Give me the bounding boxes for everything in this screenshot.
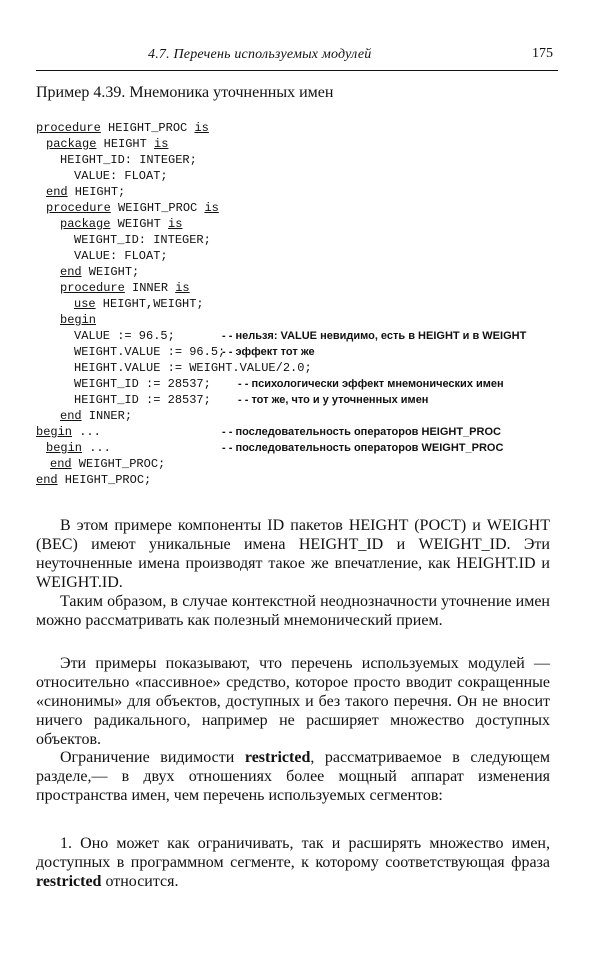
code-text: ... — [72, 425, 101, 439]
code-text: HEIGHT_ID := 28537; — [74, 393, 211, 407]
code-comment: - - психологически эффект мнемонических имен — [238, 378, 504, 390]
code-line — [60, 264, 139, 280]
code-text: HEIGHT_PROC; — [57, 473, 152, 487]
code-keyword: procedure — [60, 281, 125, 295]
code-keyword: end — [60, 265, 82, 279]
code-text: WEIGHT_ID: INTEGER; — [74, 233, 211, 247]
code-keyword: is — [175, 281, 190, 295]
code-text: WEIGHT_PROC — [110, 201, 205, 215]
code-line — [36, 120, 209, 136]
code-line — [36, 472, 151, 488]
code-text: HEIGHT; — [67, 185, 126, 199]
code-keyword: is — [204, 201, 219, 215]
code-keyword: begin — [60, 313, 97, 327]
code-keyword: begin — [46, 441, 83, 455]
code-text: INNER; — [81, 409, 133, 423]
code-line — [46, 440, 111, 456]
example-title: Пример 4.39. Мнемоника уточненных имен — [36, 84, 334, 101]
code-keyword: begin — [36, 425, 73, 439]
code-line — [36, 424, 101, 440]
code-line — [46, 184, 125, 200]
code-line — [74, 344, 225, 360]
code-line — [74, 232, 211, 248]
code-line — [60, 408, 132, 424]
paragraph-5-text-a: 1. Оно может как ограничивать, так и расширять множество имен, доступных в программном сегменте, к которому соответствующая фраза — [36, 835, 550, 871]
code-keyword: is — [194, 121, 209, 135]
code-text: VALUE: FLOAT; — [74, 169, 168, 183]
code-line — [60, 280, 190, 296]
code-text: VALUE: FLOAT; — [74, 249, 168, 263]
code-line — [74, 296, 204, 312]
code-line — [74, 360, 312, 376]
code-comment: - - последовательность операторов HEIGHT_PROC — [222, 426, 501, 438]
code-keyword: procedure — [46, 201, 111, 215]
paragraph-3: Эти примеры показывают, что перечень используемых модулей — относительно «пассивное» средство, которое просто вводит сокращенные «синонимы» для объектов, доступных и без такого перечня. Он не вносит ничего радикального, например не расширяет множество доступных объектов. — [36, 655, 550, 748]
code-text: HEIGHT,WEIGHT; — [95, 297, 204, 311]
code-line — [74, 248, 168, 264]
code-comment: - - эффект тот же — [222, 346, 315, 358]
code-line — [46, 136, 168, 152]
code-text: HEIGHT_PROC — [100, 121, 195, 135]
code-text: HEIGHT_ID: INTEGER; — [60, 153, 197, 167]
paragraph-5-text-b: относится. — [101, 873, 179, 890]
code-text: WEIGHT_PROC; — [71, 457, 166, 471]
paragraph-4-term: restricted — [244, 749, 311, 766]
page-number: 175 — [532, 46, 553, 61]
code-keyword: procedure — [36, 121, 101, 135]
code-comment: - - тот же, что и у уточненных имен — [238, 394, 429, 406]
code-keyword: package — [60, 217, 111, 231]
code-keyword: is — [154, 137, 169, 151]
paragraph-4-text-b: , рассматриваемое в следующем разделе,— в двух отношениях более мощный аппарат изменения пространства имен, чем перечень используемых сегментов: — [36, 749, 550, 804]
paragraph-4 — [36, 748, 550, 805]
code-line — [74, 328, 175, 344]
code-keyword: use — [74, 297, 96, 311]
code-comment: - - нельзя: VALUE невидимо, есть в HEIGHT и в WEIGHT — [222, 330, 527, 342]
paragraph-4-text-a: Ограничение видимости — [60, 749, 245, 766]
code-line — [50, 456, 165, 472]
code-text: WEIGHT; — [81, 265, 140, 279]
code-keyword: end — [60, 409, 82, 423]
code-text: WEIGHT.VALUE := 96.5; — [74, 345, 226, 359]
code-text: INNER — [124, 281, 176, 295]
code-comment: - - последовательность операторов WEIGHT_PROC — [222, 442, 504, 454]
paragraph-1: В этом примере компоненты ID пакетов HEIGHT (РОСТ) и WEIGHT (ВЕС) имеют уникальные имена HEIGHT_ID и WEIGHT_ID. Эти неуточненные имена производят такое же впечатление, как HEIGHT.ID и WEIGHT.ID. — [36, 517, 550, 591]
code-keyword: end — [50, 457, 72, 471]
running-head: 4.7. Перечень используемых модулей — [148, 47, 372, 62]
code-text: HEIGHT — [96, 137, 155, 151]
code-text: WEIGHT — [110, 217, 169, 231]
paragraph-5 — [36, 834, 550, 891]
paragraph-2: Таким образом, в случае контекстной неоднозначности уточнение имен можно рассматривать как полезный мнемонический прием. — [36, 593, 550, 629]
code-keyword: end — [46, 185, 68, 199]
code-line — [60, 312, 96, 328]
code-line — [74, 392, 211, 408]
code-text: HEIGHT.VALUE := WEIGHT.VALUE/2.0; — [74, 361, 312, 375]
code-line — [74, 376, 211, 392]
code-line — [60, 216, 182, 232]
code-line — [74, 168, 168, 184]
code-text: VALUE := 96.5; — [74, 329, 175, 343]
code-text: WEIGHT_ID := 28537; — [74, 377, 211, 391]
code-keyword: is — [168, 217, 183, 231]
code-line — [60, 152, 197, 168]
paragraph-5-term: restricted — [36, 873, 102, 890]
code-keyword: end — [36, 473, 58, 487]
code-line — [46, 200, 219, 216]
code-text: ... — [82, 441, 111, 455]
code-keyword: package — [46, 137, 97, 151]
